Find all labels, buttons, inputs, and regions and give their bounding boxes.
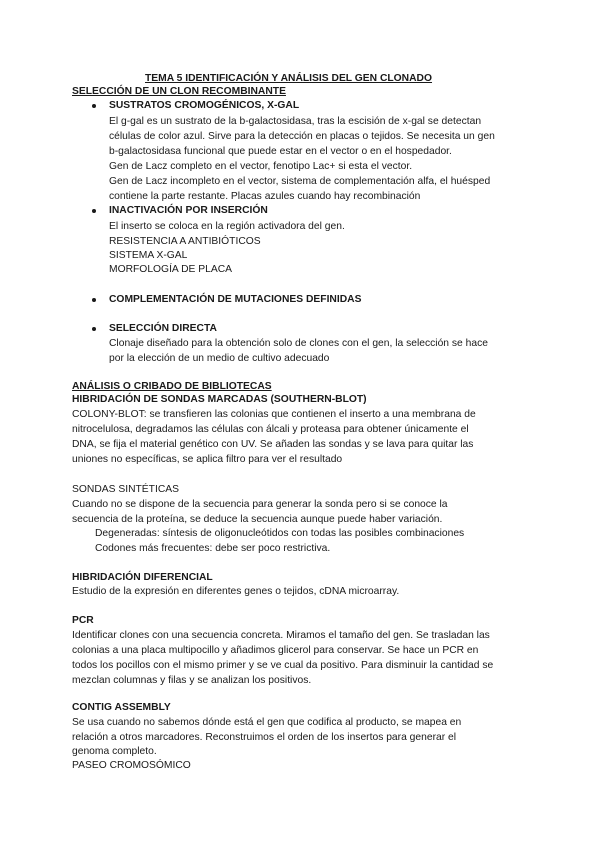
text-line: células de color azul. Sirve para la detección en placas o tejidos. Se necesita un gen (109, 131, 495, 142)
text-line: secuencia de la proteína, se deduce la secuencia aunque puede haber variación. (72, 514, 443, 525)
item-heading-complementacion: COMPLEMENTACIÓN DE MUTACIONES DEFINIDAS (109, 294, 362, 305)
subheading-sondas-sinteticas: SONDAS SINTÉTICAS (72, 484, 179, 495)
text-line: Gen de Lacz completo en el vector, fenotipo Lac+ si esta el vector. (109, 161, 413, 172)
text-line: relación a otros marcadores. Reconstruimos el orden de los insertos para generar el (72, 732, 457, 743)
text-line: todos los pocillos con el mismo primer y se ve cual da positivo. Para disminuir la cantidad se (72, 660, 494, 671)
bullet-icon (92, 298, 96, 302)
text-line: uniones no específicas, se aplica filtro para ver el resultado (72, 454, 343, 465)
text-line: contiene la parte restante. Placas azules cuando hay recombinación (109, 191, 421, 202)
text-line: PASEO CROMOSÓMICO (72, 760, 191, 771)
text-line: COLONY-BLOT: se transfieren las colonias que contienen el inserto a una membrana de (72, 409, 476, 420)
text-line: b-galactosidasa funcional que puede estar en el vector o en el hospedador. (109, 146, 452, 157)
item-heading-seleccion-directa: SELECCIÓN DIRECTA (109, 323, 217, 334)
text-line: Gen de Lacz incompleto en el vector, sistema de complementación alfa, el huésped (109, 176, 491, 187)
text-line-indented: Codones más frecuentes: debe ser poco restrictiva. (95, 543, 331, 554)
item-heading-sustratos: SUSTRATOS CROMOGÉNICOS, X-GAL (109, 100, 300, 111)
text-line: El inserto se coloca en la región activadora del gen. (109, 221, 345, 232)
subheading-hibridacion-sondas: HIBRIDACIÓN DE SONDAS MARCADAS (SOUTHERN-BLOT) (72, 394, 367, 405)
text-line: El g-gal es un sustrato de la b-galactosidasa, tras la escisión de x-gal se detectan (109, 116, 482, 127)
text-line: RESISTENCIA A ANTIBIÓTICOS (109, 236, 261, 247)
section-heading-analisis: ANÁLISIS O CRIBADO DE BIBLIOTECAS (72, 381, 272, 392)
text-line: Identificar clones con una secuencia concreta. Miramos el tamaño del gen. Se trasladan las (72, 630, 490, 641)
text-line: Clonaje diseñado para la obtención solo de clones con el gen, la selección se hace (109, 338, 488, 349)
section-heading-seleccion: SELECCIÓN DE UN CLON RECOMBINANTE (72, 86, 286, 97)
text-line: nitrocelulosa, degradamos las células con álcali y proteasa para obtener únicamente el (72, 424, 469, 435)
text-line: SISTEMA X-GAL (109, 250, 188, 261)
text-line: MORFOLOGÍA DE PLACA (109, 264, 233, 275)
text-line: mezclan columnas y filas y se analizan los positivos. (72, 675, 312, 686)
text-line: DNA, se fija el material genético con UV. Se añaden las sondas y se lava para quitar las (72, 439, 474, 450)
text-line: genoma completo. (72, 746, 157, 757)
text-line: Se usa cuando no sabemos dónde está el gen que codifica al producto, se mapea en (72, 717, 462, 728)
bullet-icon (92, 209, 96, 213)
subheading-hibridacion-diferencial: HIBRIDACIÓN DIFERENCIAL (72, 572, 213, 583)
subheading-pcr: PCR (72, 615, 94, 626)
item-heading-inactivacion: INACTIVACIÓN POR INSERCIÓN (109, 205, 268, 216)
text-line: Cuando no se dispone de la secuencia para generar la sonda pero si se conoce la (72, 499, 448, 510)
text-line: colonias a una placa multipocillo y añadimos glicerol para conservar. Se hace un PCR en (72, 645, 479, 656)
text-line-indented: Degeneradas: síntesis de oligonucleótidos con todas las posibles combinaciones (95, 528, 465, 539)
text-line: Estudio de la expresión en diferentes genes o tejidos, cDNA microarray. (72, 586, 400, 597)
bullet-icon (92, 327, 96, 331)
bullet-icon (92, 104, 96, 108)
subheading-contig-assembly: CONTIG ASSEMBLY (72, 702, 171, 713)
text-line: por la elección de un medio de cultivo adecuado (109, 353, 330, 364)
page-title: TEMA 5 IDENTIFICACIÓN Y ANÁLISIS DEL GEN CLONADO (145, 73, 433, 84)
